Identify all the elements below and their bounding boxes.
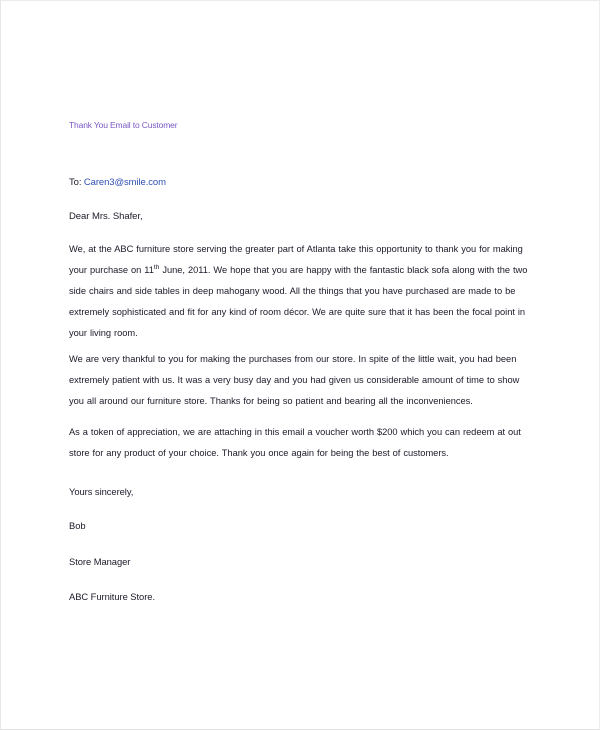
- signature-closing: Yours sincerely,: [69, 486, 134, 497]
- paragraph-3: As a token of appreciation, we are attaching in this email a voucher worth $200 which you can redeem at out store for any product of your choice. Thank you once again for being the best of customers.: [69, 427, 521, 458]
- recipient-line: [69, 176, 166, 189]
- signature-role: Store Manager: [69, 556, 131, 567]
- signature-company: ABC Furniture Store.: [69, 591, 156, 602]
- paragraph-1-text-after-ordinal: June, 2011. We hope that you are happy with the fantastic black sofa along with the two side chairs and side tables in deep mahogany wood. All the things that you have purchased are made to be extremely sophisticated and fit for any kind of room décor. We are quite sure that it has been the focal point in your living room.: [69, 265, 528, 338]
- page-title: Thank You Email to Customer: [69, 120, 178, 130]
- recipient-email-link[interactable]: Caren3@smile.com: [83, 177, 166, 188]
- recipient-label: To:: [69, 177, 82, 188]
- date-ordinal-suffix: th: [153, 263, 160, 271]
- paragraph-1: [69, 239, 529, 344]
- paragraph-2: We are very thankful to you for making the purchases from our store. In spite of the little wait, you had been extremely patient with us. It was a very busy day and you had given us considerable amount of time to show you all around our furniture store. Thanks for being so patient and bearing all the inconveniences.: [69, 354, 520, 406]
- paragraph-1-text-before-ordinal: We, at the ABC furniture store serving the greater part of Atlanta take this opportunity to thank you for making your purchase on 11: [69, 244, 523, 275]
- letter-body: [69, 1, 533, 730]
- salutation: Dear Mrs. Shafer,: [69, 211, 143, 222]
- signature-name: Bob: [69, 520, 86, 531]
